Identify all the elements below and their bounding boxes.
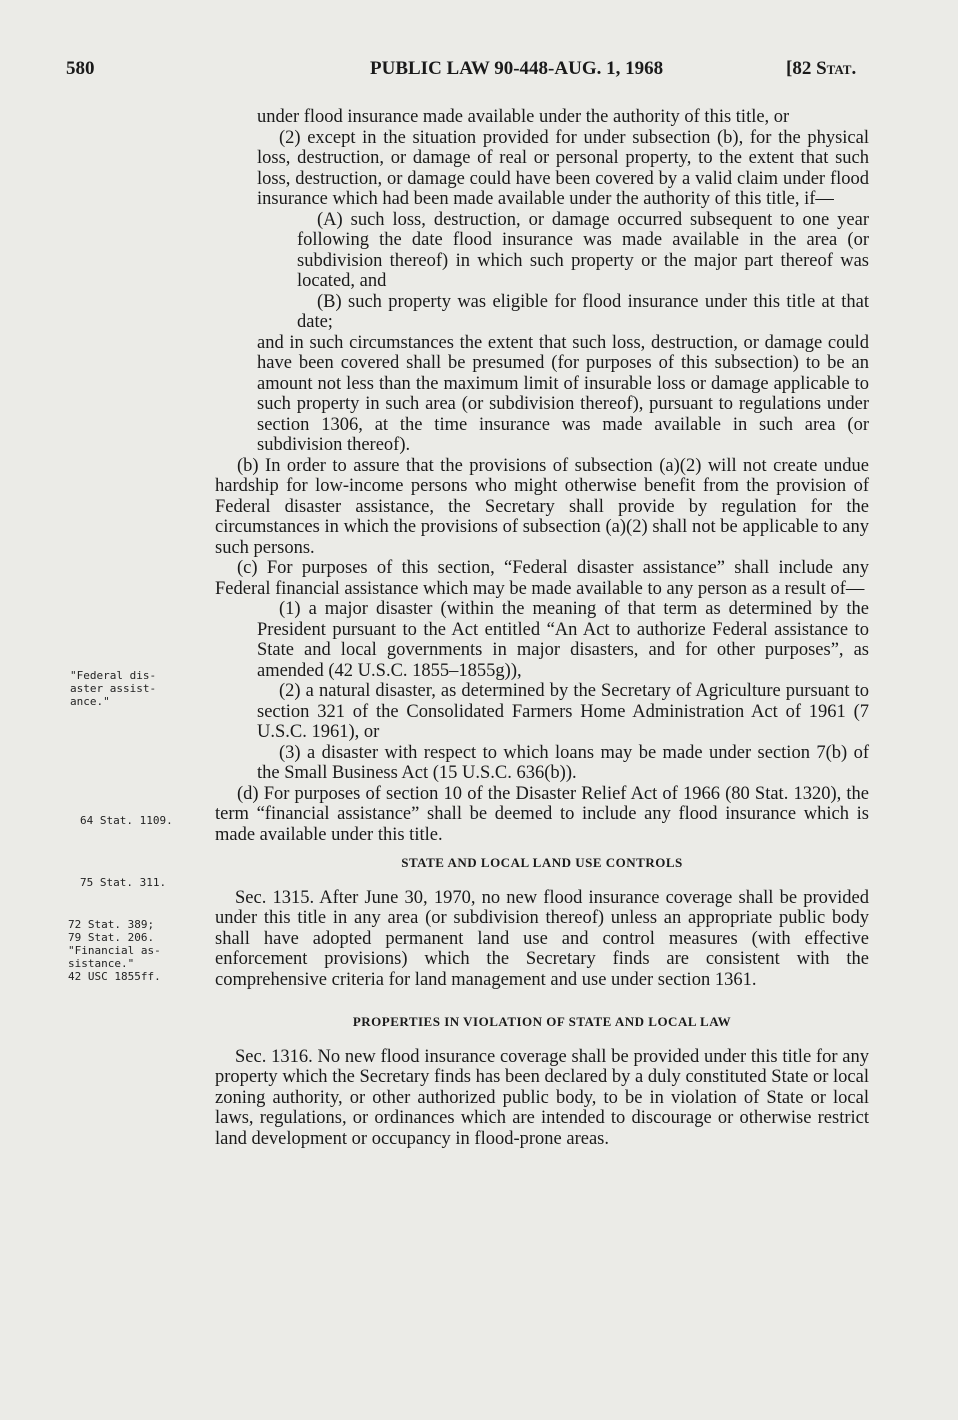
paragraph-presumption: and in such circumstances the extent that such loss, destruction, or damage could have been covered shall be presumed (for purposes of this subsection) to be an amount not less than the maximum limit of insurable loss or damage applicable to such property in such area (or subdivision thereof), pursuant to regulations under section 1306, at the time insurance was made available in such area (or subdivision thereof). (257, 332, 869, 455)
paragraph-continuation: under flood insurance made available under the authority of this title, or (257, 107, 790, 127)
page-title: PUBLIC LAW 90-448-AUG. 1, 1968 (370, 58, 664, 79)
margin-note-75-stat: 75 Stat. 311. (80, 876, 167, 889)
margin-note-citations: 72 Stat. 389; 79 Stat. 206. "Financial as- sistance." 42 USC 1855ff. (68, 918, 161, 983)
margin-note-64-stat: 64 Stat. 1109. (80, 814, 173, 827)
section-heading-violation: PROPERTIES IN VIOLATION OF STATE AND LOCAL LAW (352, 1014, 732, 1029)
paragraph-c3: (3) a disaster with respect to which loans may be made under section 7(b) of the Small Business Act (15 U.S.C. 636(b)). (257, 742, 869, 783)
volume-reference (786, 58, 856, 80)
section-1315: Sec. 1315. After June 30, 1970, no new flood insurance coverage shall be provided under this title in any area (or subdivision thereof) unless an appropriate public body shall have adopted permanent land use and control measures (with effective enforcement provisions) which the Secretary finds are consistent with the comprehensive criteria for land management and use under section 1361. (215, 887, 869, 990)
main-text (215, 107, 869, 1149)
section-1316: Sec. 1316. No new flood insurance coverage shall be provided under this title for any property which the Secretary finds has been declared by a duly constituted State or local zoning authority, or other authorized public body, to be in violation of State or local laws, regulations, or ordinances which are intended to discourage or otherwise restrict land development or occupancy in flood-prone areas. (215, 1046, 869, 1149)
paragraph-a2-B: (B) such property was eligible for flood insurance under this title at that date; (297, 291, 869, 332)
paragraph-c1: (1) a major disaster (within the meaning of that term as determined by the President pursuant to the Act entitled “An Act to authorize Federal assistance to State and local governments in major disasters, and for other purposes”, as amended (42 U.S.C. 1855–1855g)), (257, 599, 869, 681)
volume-suffix: Stat. (816, 58, 857, 79)
paragraph-c2: (2) a natural disaster, as determined by the Secretary of Agriculture pursuant to section 321 of the Consolidated Farmers Home Administration Act of 1961 (7 U.S.C. 1961), or (257, 681, 869, 742)
section-heading-land-use: STATE AND LOCAL LAND USE CONTROLS (401, 855, 683, 870)
paragraph-b: (b) In order to assure that the provisions of subsection (a)(2) will not create undue hardship for low-income persons who might otherwise benefit from the provision of Federal disaster assistance, the Secretary shall provide by regulation for the circumstances in which the provisions of subsection (a)(2) shall not be applicable to any such persons. (215, 455, 869, 558)
page-number: 580 (66, 58, 95, 79)
margin-note-federal-disaster: "Federal dis- aster assist- ance." (70, 669, 157, 708)
paragraph-c: (c) For purposes of this section, “Federal disaster assistance” shall include any Federal financial assistance which may be made available to any person as a result of— (215, 558, 869, 599)
paragraph-a2-A: (A) such loss, destruction, or damage occurred subsequent to one year following the date flood insurance was made available in the area (or subdivision thereof) in which such property or the major part thereof was located, and (297, 209, 869, 291)
volume-prefix: [82 (786, 58, 817, 79)
paragraph-d: (d) For purposes of section 10 of the Disaster Relief Act of 1966 (80 Stat. 1320), the term “financial assistance” shall be deemed to include any flood insurance which is made available under this title. (215, 783, 869, 845)
paragraph-a2: (2) except in the situation provided for under subsection (b), for the physical loss, destruction, or damage of real or personal property, to the extent that such loss, destruction, or damage could have been covered by a valid claim under flood insurance which had been made available under the authority of this title, if— (257, 127, 869, 209)
